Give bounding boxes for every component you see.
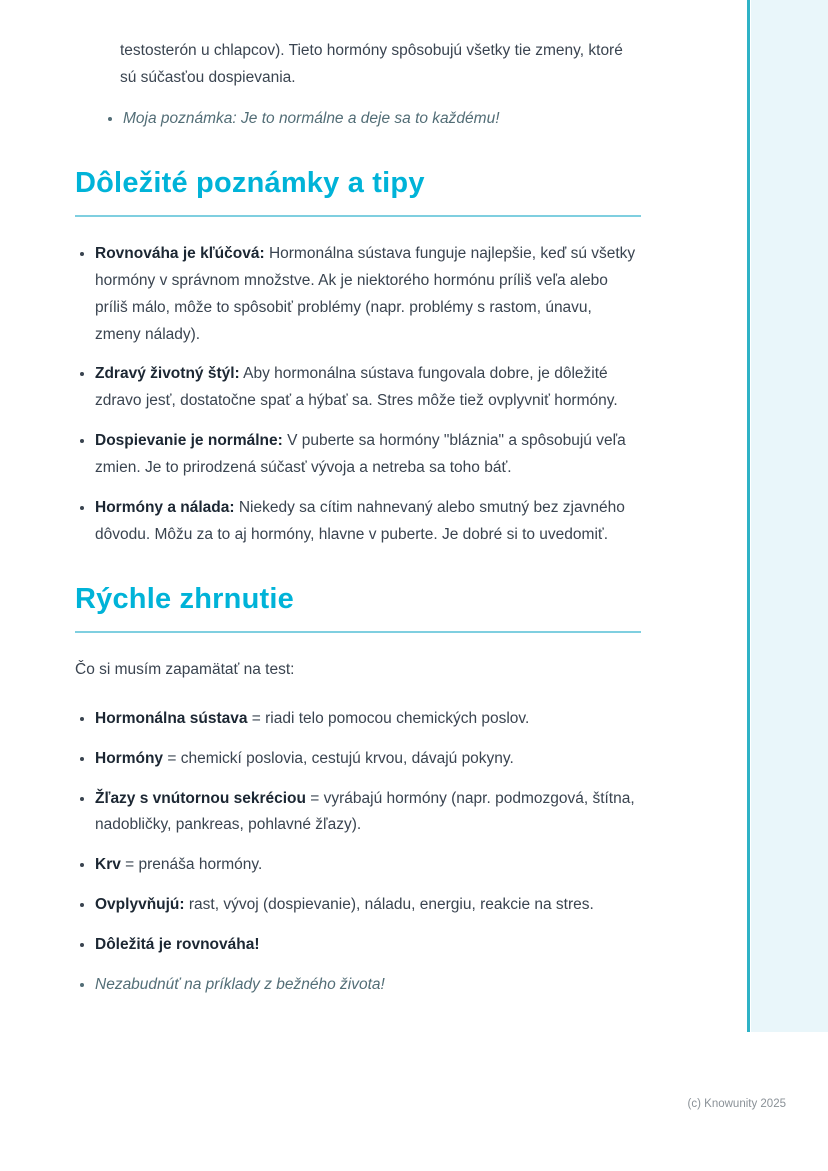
document-content [75,38,641,1011]
list-item [95,852,641,879]
carryover-paragraph: testosterón u chlapcov). Tieto hormóny spôsobujú všetky tie zmeny, ktoré sú súčasťou dospievania. [120,42,623,86]
page-accent-stripe [751,0,828,1032]
bullet-lead: Hormóny a nálada: [95,498,235,516]
page-accent-line [747,0,750,1032]
note-text: Nezabudnúť na príklady z bežného života! [95,975,385,993]
bullet-lead: Krv [95,856,121,874]
bullet-text: = riadi telo pomocou chemických poslov. [247,709,530,727]
bullet-text: = vyrábajú hormóny (napr. podmozgová, štítna, nadobličky, pankreas, pohlavné žľazy). [95,789,635,834]
bullet-lead: Hormóny [95,749,164,767]
carryover-block [120,38,641,92]
notes-bullet-list [75,241,641,548]
list-item [95,972,641,999]
summary-section-title: Rýchle zhrnutie [75,583,294,616]
bullet-lead: Dospievanie je normálne: [95,432,283,450]
intro-note-list [103,106,641,133]
note-text: Moja poznámka: Je to normálne a deje sa to každému! [123,109,500,127]
footer-copyright: (c) Knowunity 2025 [687,1098,786,1110]
bullet-lead: Dôležitá je rovnováha! [95,935,260,953]
list-item [95,786,641,840]
list-item [95,361,641,415]
bullet-text: V puberte sa hormóny "bláznia" a spôsobujú veľa zmien. Je to prirodzená súčasť vývoja a netreba sa toho báť. [95,432,626,476]
list-item [95,892,641,919]
section-divider [75,215,641,217]
bullet-text: Niekedy sa cítim nahnevaný alebo smutný bez zjavného dôvodu. Môžu za to aj hormóny, hlavne v puberte. Je dobré si to uvedomiť. [95,498,625,543]
list-item [123,106,641,133]
list-item [95,241,641,348]
bullet-text: Aby hormonálna sústava fungovala dobre, je dôležité zdravo jesť, dostatočne spať a hýbať sa. Stres môže tiež ovplyvniť hormóny. [95,365,618,410]
summary-bullet-list [75,706,641,999]
list-item [95,932,641,959]
list-item [95,428,641,482]
summary-intro: Čo si musím zapamätať na test: [75,661,295,679]
bullet-lead: Žľazy s vnútornou sekréciou [95,789,306,807]
notes-section-title: Dôležité poznámky a tipy [75,167,425,200]
bullet-lead: Ovplyvňujú: [95,896,185,914]
list-item [95,706,641,733]
bullet-text: = prenáša hormóny. [120,856,263,874]
list-item [95,746,641,773]
bullet-lead: Hormonálna sústava [95,709,248,727]
bullet-text: Hormonálna sústava funguje najlepšie, keď sú všetky hormóny v správnom množstve. Ak je niektorého hormónu príliš veľa alebo príliš málo, môže to spôsobiť problémy (napr. problémy s rastom, únavu, zmeny nálady). [95,245,636,343]
bullet-lead: Zdravý životný štýl: [95,365,240,383]
bullet-lead: Rovnováha je kľúčová: [95,245,265,263]
bullet-text: rast, vývoj (dospievanie), náladu, energiu, reakcie na stres. [184,896,594,914]
list-item [95,495,641,549]
bullet-text: = chemickí poslovia, cestujú krvou, dávajú pokyny. [163,749,514,767]
section-divider [75,631,641,633]
